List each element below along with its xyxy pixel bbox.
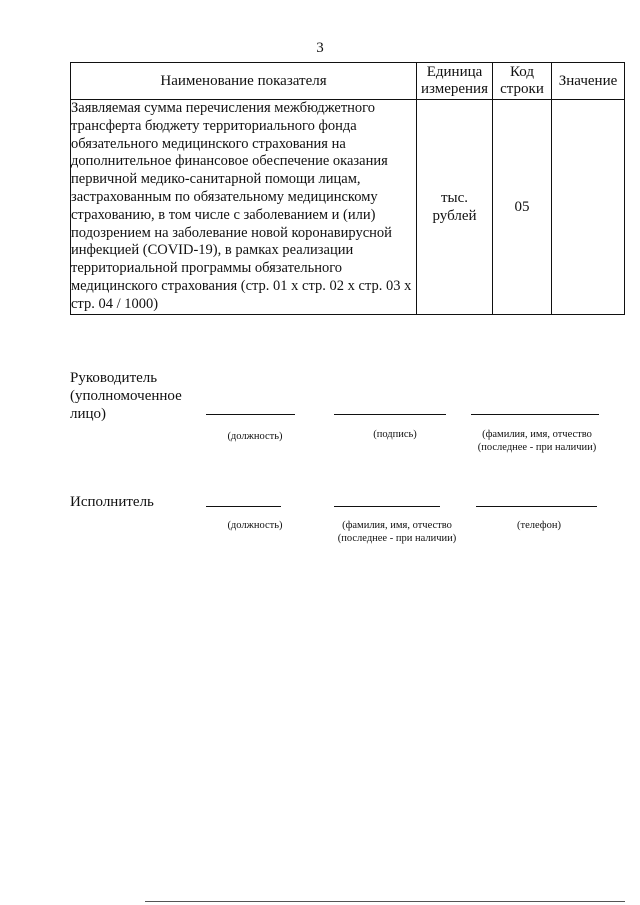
executor-caption-phone: (телефон) (517, 520, 561, 531)
executor-caption-name-line2: (последнее - при наличии) (337, 533, 457, 544)
executor-caption-name-line1: (фамилия, имя, отчество (342, 520, 452, 531)
page-bottom-edge (145, 901, 625, 902)
executor-phone-line (476, 506, 597, 507)
indicator-table (70, 62, 625, 315)
head-caption-position: (должность) (227, 431, 283, 442)
head-caption-name-line2: (последнее - при наличии) (477, 442, 597, 453)
executor-position-line (206, 506, 281, 507)
row-line-code: 05 (493, 100, 552, 315)
head-signature-line (334, 414, 446, 415)
row-indicator-name: Заявляемая сумма перечисления межбюджетного трансферта бюджету территориального фонда обязательного медицинского страхования на дополнительное финансовое обеспечение оказания первичной медико-санитарной помощи лицам, застрахованным по обязательному медицинскому страхованию, в том числе с заболеванием и (или) подозрением на заболевание новой коронавирусной инфекцией (COVID-19), в рамках реализации территориальной программы обязательного медицинского страхования (стр. 01 х стр. 02 х стр. 03 х стр. 04 / 1000) (71, 100, 417, 315)
header-indicator-name: Наименование показателя (71, 63, 417, 100)
head-caption-name (462, 428, 612, 454)
row-unit-line1: тыс. (440, 189, 469, 206)
page-number: 3 (316, 40, 324, 56)
header-value: Значение (552, 63, 625, 100)
head-caption-signature: (подпись) (373, 429, 417, 440)
executor-caption-position: (должность) (227, 520, 283, 531)
row-unit (417, 100, 493, 315)
executor-label: Исполнитель (70, 494, 154, 510)
row-value-cell (552, 100, 625, 315)
head-name-line (471, 414, 599, 415)
head-label (70, 369, 182, 423)
executor-name-line (334, 506, 440, 507)
head-label-line1: Руководитель (70, 370, 158, 386)
head-label-line2: (уполномоченное (70, 388, 182, 404)
head-caption-name-line1: (фамилия, имя, отчество (482, 429, 592, 440)
header-unit: Единица измерения (417, 63, 493, 100)
table-header-row (71, 63, 625, 100)
header-line-code: Код строки (493, 63, 552, 100)
head-label-line3: лицо) (70, 406, 107, 422)
row-unit-line2: рублей (432, 207, 477, 224)
table-row (71, 100, 625, 315)
executor-caption-name (322, 519, 472, 545)
head-position-line (206, 414, 295, 415)
